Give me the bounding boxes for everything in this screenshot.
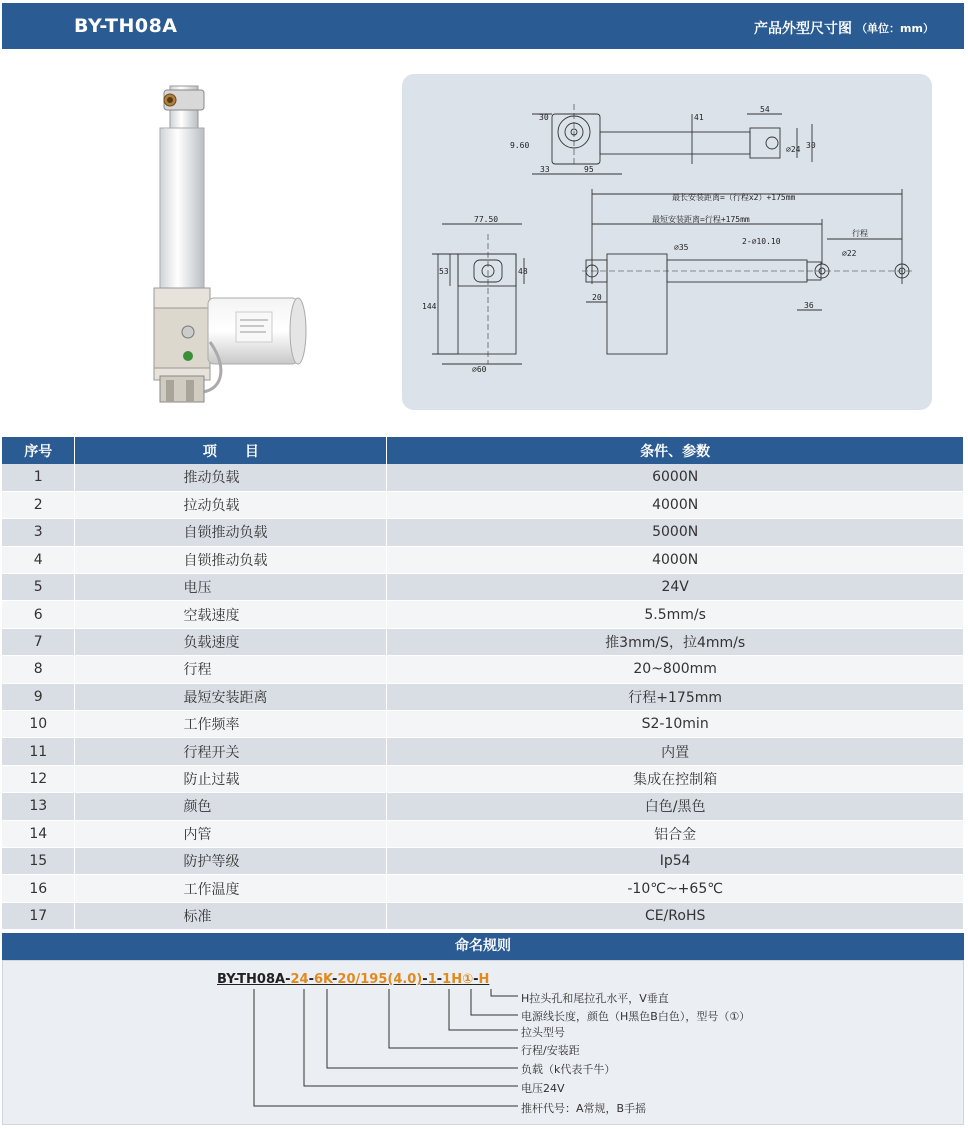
cell-index: 15 xyxy=(2,847,75,874)
dim-d22: ∅22 xyxy=(842,249,857,258)
dim-d35: ∅35 xyxy=(674,243,689,252)
table-row xyxy=(2,601,964,628)
cell-item: 推动负载 xyxy=(75,464,387,491)
legend-stroke: 行程/安装距 xyxy=(521,1044,580,1057)
cell-value: 集成在控制箱 xyxy=(387,765,964,792)
cell-item: 电压 xyxy=(75,574,387,601)
section-subtitle: 产品外型尺寸图 xyxy=(754,21,852,37)
dim-30b: 30 xyxy=(806,141,816,150)
table-row xyxy=(2,574,964,601)
legend-voltage: 电压24V xyxy=(521,1082,565,1095)
cell-value: 4000N xyxy=(387,546,964,573)
code-sep: - xyxy=(422,972,428,987)
dim-7750: 77.50 xyxy=(474,215,499,224)
dim-53: 53 xyxy=(439,267,449,276)
code-sep: - xyxy=(473,972,479,987)
code-series: BY-TH08A xyxy=(217,972,286,987)
cell-index: 16 xyxy=(2,875,75,902)
naming-leader-lines xyxy=(3,961,963,1126)
cell-item: 工作频率 xyxy=(75,711,387,738)
table-row xyxy=(2,902,964,929)
cell-item: 拉动负载 xyxy=(75,491,387,518)
cell-index: 10 xyxy=(2,711,75,738)
dim-41: 41 xyxy=(694,113,704,122)
table-row xyxy=(2,683,964,710)
code-sep: - xyxy=(285,972,291,987)
cell-value: 24V xyxy=(387,574,964,601)
cell-value: Ip54 xyxy=(387,847,964,874)
cell-value: -10℃~+65℃ xyxy=(387,875,964,902)
dim-36: 36 xyxy=(804,301,814,310)
cell-value: 内置 xyxy=(387,738,964,765)
cell-item: 最短安装距离 xyxy=(75,683,387,710)
legend-load: 负载（k代表千牛） xyxy=(521,1063,616,1076)
naming-title: 命名规则 xyxy=(2,933,964,960)
dim-54: 54 xyxy=(760,105,770,114)
cell-item: 空载速度 xyxy=(75,601,387,628)
dim-min: 最短安装距离=行程+175mm xyxy=(652,215,750,224)
cell-index: 9 xyxy=(2,683,75,710)
cell-item: 自锁推动负载 xyxy=(75,546,387,573)
cell-index: 2 xyxy=(2,491,75,518)
cell-index: 3 xyxy=(2,519,75,546)
cell-index: 13 xyxy=(2,793,75,820)
code-voltage: 24 xyxy=(290,972,309,987)
unit-label: （单位：mm） xyxy=(856,22,934,35)
spec-table xyxy=(2,437,964,930)
cell-value: 铝合金 xyxy=(387,820,964,847)
cell-value: 行程+175mm xyxy=(387,683,964,710)
code-cable-length: 1 xyxy=(442,972,452,987)
cell-value: 5.5mm/s xyxy=(387,601,964,628)
table-row xyxy=(2,711,964,738)
cell-item: 工作温度 xyxy=(75,875,387,902)
code-head: 1 xyxy=(427,972,437,987)
table-row xyxy=(2,793,964,820)
code-sep: - xyxy=(308,972,314,987)
table-row xyxy=(2,875,964,902)
dim-20: 20 xyxy=(592,293,602,302)
cell-value: CE/RoHS xyxy=(387,902,964,929)
table-row xyxy=(2,820,964,847)
cell-item: 颜色 xyxy=(75,793,387,820)
legend-head: 拉头型号 xyxy=(521,1026,565,1039)
dim-48: 48 xyxy=(518,267,528,276)
cell-item: 内管 xyxy=(75,820,387,847)
cell-value: 6000N xyxy=(387,464,964,491)
cell-index: 4 xyxy=(2,546,75,573)
cell-index: 12 xyxy=(2,765,75,792)
dim-30: 30 xyxy=(539,113,549,122)
table-row xyxy=(2,464,964,491)
model-title: BY-TH08A xyxy=(74,15,178,37)
cell-value: 4000N xyxy=(387,491,964,518)
dimension-drawing xyxy=(402,74,932,410)
cell-value: 推3mm/S，拉4mm/s xyxy=(387,628,964,655)
code-load: 6K xyxy=(314,972,332,987)
dim-hole: 2-∅10.10 xyxy=(742,237,781,246)
cell-item: 行程开关 xyxy=(75,738,387,765)
cell-index: 1 xyxy=(2,464,75,491)
table-row xyxy=(2,738,964,765)
cell-item: 行程 xyxy=(75,656,387,683)
header-item: 项 目 xyxy=(75,437,387,464)
cell-index: 17 xyxy=(2,902,75,929)
cell-item: 标准 xyxy=(75,902,387,929)
dim-max: 最长安装距离=（行程x2）+175mm xyxy=(672,193,796,202)
cell-item: 防止过载 xyxy=(75,765,387,792)
table-row xyxy=(2,656,964,683)
cell-index: 14 xyxy=(2,820,75,847)
table-row xyxy=(2,519,964,546)
code-stroke: 20/195(4.0) xyxy=(337,972,423,987)
table-row xyxy=(2,765,964,792)
page-header xyxy=(2,3,964,49)
dim-95: 95 xyxy=(584,165,594,174)
cell-index: 6 xyxy=(2,601,75,628)
cell-index: 7 xyxy=(2,628,75,655)
cell-index: 11 xyxy=(2,738,75,765)
dim-33: 33 xyxy=(540,165,550,174)
cell-value: 5000N xyxy=(387,519,964,546)
table-row xyxy=(2,491,964,518)
cell-item: 负载速度 xyxy=(75,628,387,655)
dim-d24: ∅24 xyxy=(786,145,801,154)
header-value: 条件、参数 xyxy=(387,437,964,464)
legend-series: 推杆代号：A常规，B手摇 xyxy=(521,1102,647,1115)
code-orientation: H xyxy=(478,972,490,987)
dim-960: 9.60 xyxy=(510,141,530,150)
code-sep: - xyxy=(332,972,338,987)
cell-value: 白色/黑色 xyxy=(387,793,964,820)
table-row xyxy=(2,847,964,874)
cell-value: 20~800mm xyxy=(387,656,964,683)
dim-d60: ∅60 xyxy=(472,365,487,374)
dim-stroke: 行程 xyxy=(852,229,868,238)
cell-index: 5 xyxy=(2,574,75,601)
table-row xyxy=(2,546,964,573)
cell-value: S2-10min xyxy=(387,711,964,738)
code-cable-type: ① xyxy=(462,972,474,987)
cell-item: 防护等级 xyxy=(75,847,387,874)
code-sep: - xyxy=(436,972,443,987)
cell-item: 自锁推动负载 xyxy=(75,519,387,546)
table-row xyxy=(2,628,964,655)
naming-rules xyxy=(2,960,964,1125)
header-index: 序号 xyxy=(2,437,75,464)
table-header-row xyxy=(2,437,964,464)
product-photo xyxy=(140,80,320,410)
dim-144: 144 xyxy=(422,302,437,311)
legend-orientation: H拉头孔和尾拉孔水平，V垂直 xyxy=(521,992,669,1005)
legend-cable: 电源线长度，颜色（H黑色B白色），型号（①） xyxy=(521,1010,751,1023)
code-cable-color: H xyxy=(451,972,463,987)
cell-index: 8 xyxy=(2,656,75,683)
